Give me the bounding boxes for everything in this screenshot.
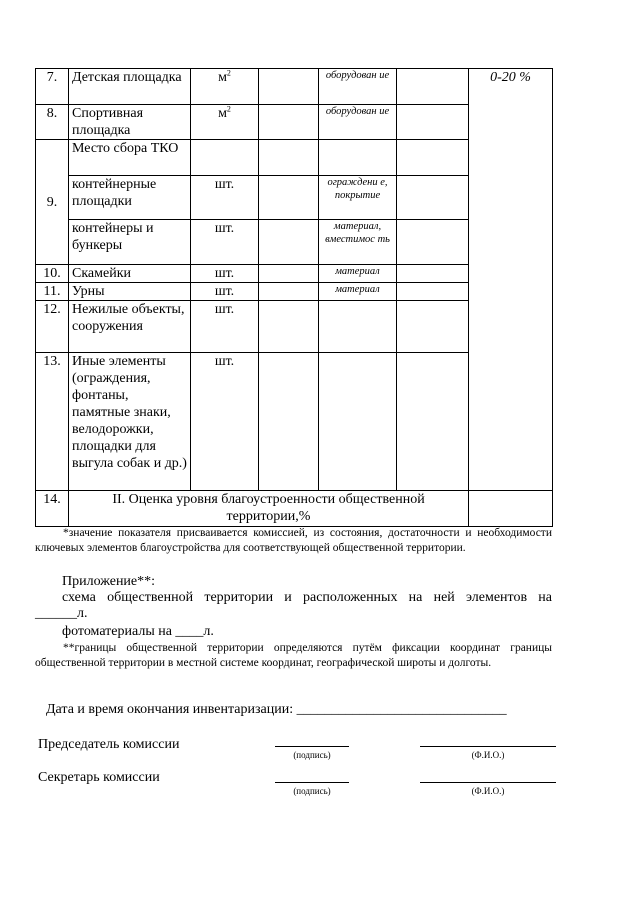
- row-number: 9.: [36, 140, 69, 265]
- param-cell: оборудован ие: [319, 69, 397, 105]
- empty-cell: [259, 265, 319, 283]
- row-number: 7.: [36, 69, 69, 105]
- param-cell: материал, вместимос ть: [319, 220, 397, 265]
- unit-base: м: [218, 70, 227, 85]
- empty-cell: [397, 301, 469, 353]
- element-name: Скамейки: [69, 265, 191, 283]
- element-name: контейнерные площадки: [69, 176, 191, 220]
- unit-cell: шт.: [191, 283, 259, 301]
- section-title: II. Оценка уровня благоустроенности общественной территории,%: [69, 491, 469, 527]
- secretary-sign-line: [275, 782, 349, 783]
- empty-cell: [259, 220, 319, 265]
- scheme-line-2: ______л.: [35, 606, 88, 621]
- date-label: Дата и время окончания инвентаризации: ______________________________: [46, 702, 507, 717]
- unit-sup: 2: [226, 104, 231, 114]
- empty-cell: [259, 301, 319, 353]
- secretary-label: Секретарь комиссии: [38, 770, 160, 785]
- element-name: Нежилые объекты, сооружения: [69, 301, 191, 353]
- scheme-line: схема общественной территории и расположенных на ней элементов на: [62, 590, 552, 605]
- param-cell: ограждени е, покрытие: [319, 176, 397, 220]
- secretary-fio-line: [420, 782, 556, 783]
- chairman-fio-line: [420, 746, 556, 747]
- empty-cell: [319, 301, 397, 353]
- chairman-sign-caption: (подпись): [293, 750, 331, 760]
- norm-cell: 0-20 %: [469, 69, 553, 491]
- row-number: 8.: [36, 105, 69, 140]
- inventory-table: [35, 68, 553, 527]
- element-name: Иные элементы (ограждения, фонтаны, памятные знаки, велодорожки, площадки для выгула собак и др.): [69, 353, 191, 491]
- empty-cell: [397, 283, 469, 301]
- empty-cell: [319, 140, 397, 176]
- empty-cell: [397, 105, 469, 140]
- row-number: 11.: [36, 283, 69, 301]
- table-row: [36, 491, 553, 527]
- row-number: 12.: [36, 301, 69, 353]
- unit-cell: шт.: [191, 353, 259, 491]
- empty-cell: [397, 220, 469, 265]
- unit-cell: шт.: [191, 176, 259, 220]
- element-name: Спортивная площадка: [69, 105, 191, 140]
- empty-cell: [259, 353, 319, 491]
- secretary-fio-caption: (Ф.И.О.): [471, 786, 505, 796]
- element-name: Урны: [69, 283, 191, 301]
- param-cell: материал: [319, 283, 397, 301]
- empty-cell: [397, 265, 469, 283]
- footnote-2: **границы общественной территории определяются путём фиксации координат границы общественной территории в местной системе координат, географической широты и долготы.: [35, 642, 552, 669]
- unit-cell: шт.: [191, 301, 259, 353]
- row-number: 14.: [36, 491, 69, 527]
- unit-base: м: [218, 106, 227, 121]
- empty-cell: [319, 353, 397, 491]
- footnote-1: *значение показателя присваивается комиссией, из состояния, достаточности и необходимости ключевых элементов благоустройства для соответствующей общественной территории.: [35, 527, 552, 554]
- photo-line: фотоматериалы на ____л.: [62, 624, 214, 639]
- param-cell: материал: [319, 265, 397, 283]
- empty-cell: [259, 283, 319, 301]
- element-name: Место сбора ТКО: [69, 140, 191, 176]
- element-name: контейнеры и бункеры: [69, 220, 191, 265]
- element-name: Детская площадка: [69, 69, 191, 105]
- empty-cell: [397, 353, 469, 491]
- appendix-label: Приложение**:: [62, 574, 156, 589]
- unit-sup: 2: [226, 68, 231, 78]
- row-number: 13.: [36, 353, 69, 491]
- row-number: 10.: [36, 265, 69, 283]
- empty-cell: [397, 140, 469, 176]
- table-row: [36, 69, 553, 105]
- unit-cell: [191, 69, 259, 105]
- chairman-sign-line: [275, 746, 349, 747]
- param-cell: оборудован ие: [319, 105, 397, 140]
- empty-cell: [259, 176, 319, 220]
- secretary-sign-caption: (подпись): [293, 786, 331, 796]
- empty-cell: [469, 491, 553, 527]
- empty-cell: [191, 140, 259, 176]
- empty-cell: [259, 69, 319, 105]
- unit-cell: шт.: [191, 265, 259, 283]
- unit-cell: шт.: [191, 220, 259, 265]
- chairman-fio-caption: (Ф.И.О.): [471, 750, 505, 760]
- empty-cell: [259, 140, 319, 176]
- empty-cell: [397, 69, 469, 105]
- chairman-label: Председатель комиссии: [38, 737, 180, 752]
- empty-cell: [259, 105, 319, 140]
- unit-cell: [191, 105, 259, 140]
- empty-cell: [397, 176, 469, 220]
